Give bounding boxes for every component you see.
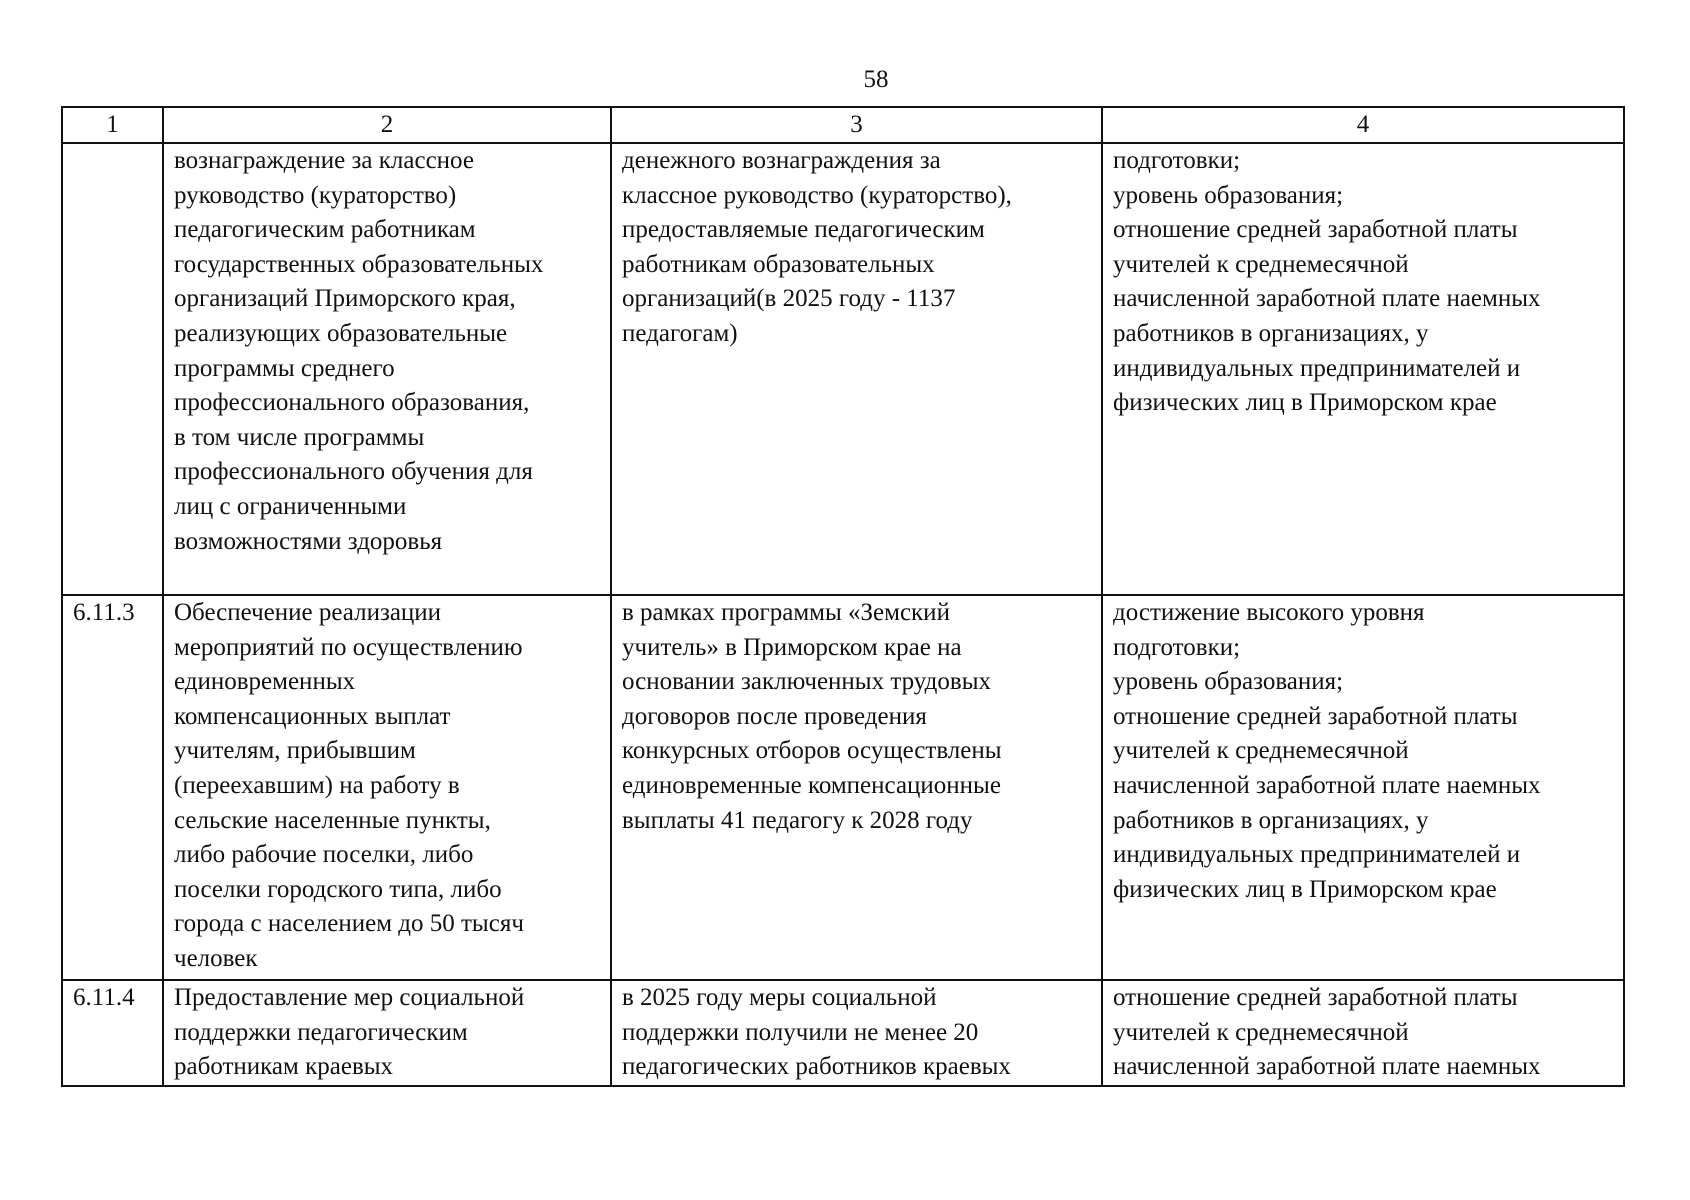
row-number: 6.11.3 (62, 595, 163, 980)
measure-result-cell: в рамках программы «Земский учитель» в Приморском крае на основании заключенных трудовых договоров после проведения конкурсных отборов осуществлены единовременные компенсационные выплаты 41 педагогу к 2028 году (611, 595, 1102, 980)
table-row (62, 980, 1624, 1086)
measure-result-cell: в 2025 году меры социальной поддержки получили не менее 20 педагогических работников краевых (611, 980, 1102, 1086)
table-row (62, 595, 1624, 980)
column-header-1: 1 (62, 107, 163, 143)
table-header-row (62, 107, 1624, 143)
measure-result-cell: денежного вознаграждения за классное руководство (кураторство), предоставляемые педагогическим работникам образовательных организаций(в 2025 году - 1137 педагогам) (611, 143, 1102, 595)
indicator-cell: отношение средней заработной платы учителей к среднемесячной начисленной заработной плате наемных (1102, 980, 1624, 1086)
indicator-cell: подготовки; уровень образования; отношение средней заработной платы учителей к среднемесячной начисленной заработной плате наемных работников в организациях, у индивидуальных предпринимателей и физических лиц в Приморском крае (1102, 143, 1624, 595)
column-header-2: 2 (163, 107, 611, 143)
column-header-3: 3 (611, 107, 1102, 143)
measures-table (61, 106, 1625, 1087)
measure-name-cell: вознаграждение за классное руководство (кураторство) педагогическим работникам государственных образовательных организаций Приморского края, реализующих образовательные программы среднего профессионального образования, в том числе программы профессионального обучения для лиц с ограниченными возможностями здоровья (163, 143, 611, 595)
measure-name-cell: Предоставление мер социальной поддержки педагогическим работникам краевых (163, 980, 611, 1086)
table-row (62, 143, 1624, 595)
column-header-4: 4 (1102, 107, 1624, 143)
row-number (62, 143, 163, 595)
page-number: 58 (863, 66, 889, 93)
measure-name-cell: Обеспечение реализации мероприятий по осуществлению единовременных компенсационных выплат учителям, прибывшим (переехавшим) на работу в сельские населенные пункты, либо рабочие поселки, либо поселки городского типа, либо города с населением до 50 тысяч человек (163, 595, 611, 980)
row-number: 6.11.4 (62, 980, 163, 1086)
indicator-cell: достижение высокого уровня подготовки; уровень образования; отношение средней заработной платы учителей к среднемесячной начисленной заработной плате наемных работников в организациях, у индивидуальных предпринимателей и физических лиц в Приморском крае (1102, 595, 1624, 980)
